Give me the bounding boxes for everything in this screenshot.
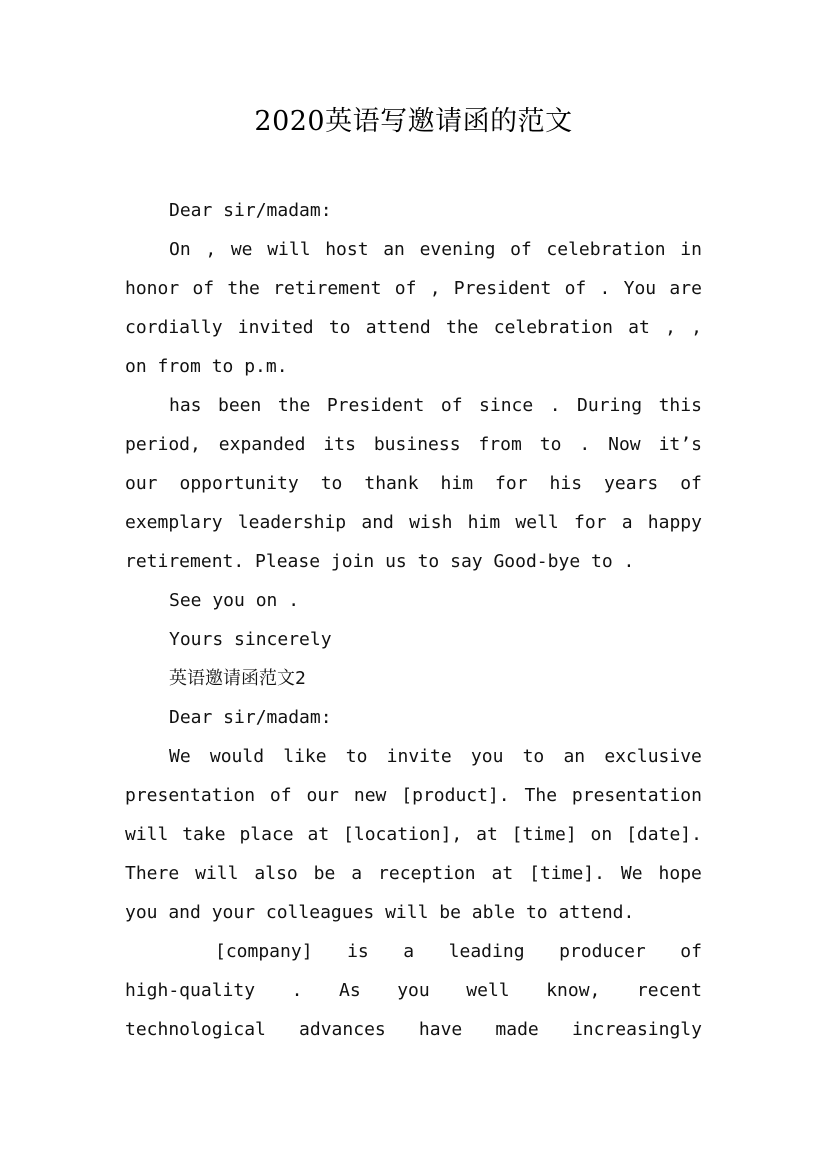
- word: of: [192, 278, 215, 299]
- word: has: [169, 395, 202, 416]
- word: like: [283, 746, 327, 767]
- word: happy: [647, 512, 702, 533]
- word: invited: [237, 317, 314, 338]
- word: .: [291, 980, 303, 1001]
- word: exclusive: [604, 746, 702, 767]
- word: .: [579, 434, 591, 455]
- word: [location],: [343, 824, 463, 845]
- letter2-p1-line3: [125, 815, 702, 854]
- word: been: [218, 395, 262, 416]
- word: President: [326, 395, 425, 416]
- letter2-p1-line4: [125, 854, 702, 893]
- section2-heading: 英语邀请函范文2: [169, 668, 306, 689]
- word: well: [466, 980, 510, 1001]
- word: attend: [365, 317, 431, 338]
- word: business: [373, 434, 461, 455]
- word: reception: [378, 863, 476, 884]
- word: we: [230, 239, 253, 260]
- word: a: [403, 941, 415, 962]
- word: producer: [559, 941, 646, 962]
- word: him: [440, 473, 474, 494]
- word: of: [510, 239, 532, 260]
- word: As: [338, 980, 361, 1001]
- word: be: [313, 863, 336, 884]
- letter1-closing2: Yours sincerely: [169, 629, 332, 650]
- word: from: [478, 434, 522, 455]
- letter1-p1-line3: [125, 308, 702, 347]
- word: of: [680, 941, 702, 962]
- letter2-greeting: Dear sir/madam:: [169, 707, 332, 728]
- word: exemplary: [125, 512, 223, 533]
- word: will: [267, 239, 311, 260]
- word: of: [564, 278, 587, 299]
- word: an: [383, 239, 405, 260]
- word: [time].: [529, 863, 605, 884]
- word: to: [539, 434, 562, 455]
- word: the: [227, 278, 260, 299]
- word: our: [306, 785, 339, 806]
- word: know,: [546, 980, 601, 1001]
- word: During: [577, 395, 643, 416]
- letter2-p1-line1: [125, 737, 702, 776]
- word: We: [620, 863, 643, 884]
- word: and: [361, 512, 394, 533]
- word: have: [418, 1019, 463, 1040]
- word: On: [169, 239, 191, 260]
- word: the: [446, 317, 479, 338]
- word: of: [269, 785, 292, 806]
- word: of: [440, 395, 463, 416]
- word: a: [351, 863, 363, 884]
- word: are: [669, 278, 702, 299]
- letter1-greeting: Dear sir/madam:: [169, 200, 332, 221]
- letter2-p2-line1: [125, 932, 702, 971]
- word: to: [522, 746, 545, 767]
- word: of: [680, 473, 702, 494]
- word: celebration: [493, 317, 613, 338]
- word: honor: [125, 278, 180, 299]
- word: at: [628, 317, 650, 338]
- word: ,: [429, 278, 441, 299]
- word: [company]: [215, 941, 313, 962]
- word: hope: [658, 863, 702, 884]
- letter1-p2-line3: [125, 464, 702, 503]
- letter2-p1-line5: you and your colleagues will be able to attend.: [125, 902, 635, 923]
- word: host: [325, 239, 369, 260]
- word: its: [323, 434, 356, 455]
- word: of: [394, 278, 417, 299]
- word: wish: [409, 512, 453, 533]
- word: ,: [665, 317, 676, 338]
- word: thank: [364, 473, 419, 494]
- word: for: [495, 473, 528, 494]
- word: would: [209, 746, 265, 767]
- word: made: [495, 1019, 539, 1040]
- word: expanded: [218, 434, 306, 455]
- word: evening: [419, 239, 496, 260]
- word: [time]: [511, 824, 577, 845]
- word: ,: [205, 239, 217, 260]
- word: The: [524, 785, 558, 806]
- word: his: [549, 473, 583, 494]
- word: for: [573, 512, 607, 533]
- word: a: [621, 512, 633, 533]
- word: it’s: [658, 434, 702, 455]
- word: presentation: [571, 785, 702, 806]
- word: leading: [448, 941, 525, 962]
- word: to: [328, 317, 351, 338]
- word: is: [347, 941, 369, 962]
- word: recent: [636, 980, 702, 1001]
- letter2-p1-line2: [125, 776, 702, 815]
- word: We: [169, 746, 191, 767]
- word: President: [453, 278, 552, 299]
- letter1-p2-line1: [125, 386, 702, 425]
- word: at: [307, 824, 330, 845]
- letter1-p2-line2: [125, 425, 702, 464]
- word: at: [476, 824, 498, 845]
- word: this: [658, 395, 702, 416]
- word: you: [397, 980, 430, 1001]
- word: [date].: [626, 824, 702, 845]
- word: will: [125, 824, 169, 845]
- word: advances: [299, 1019, 386, 1040]
- word: opportunity: [179, 473, 299, 494]
- word: to: [320, 473, 343, 494]
- word: Now: [608, 434, 641, 455]
- word: technological: [125, 1019, 266, 1040]
- document-title: 2020英语写邀请函的范文: [254, 106, 573, 137]
- word: an: [563, 746, 586, 767]
- document-body: [125, 191, 702, 1049]
- word: at: [491, 863, 514, 884]
- word: period,: [125, 434, 201, 455]
- letter2-p2-line2: [125, 971, 702, 1010]
- letter1-p1-line2: [125, 269, 702, 308]
- letter2-p2-line3: [125, 1010, 702, 1049]
- word: years: [604, 473, 659, 494]
- word: There: [125, 863, 180, 884]
- word: retirement: [273, 278, 382, 299]
- word: .: [549, 395, 561, 416]
- word: celebration: [546, 239, 666, 260]
- word: you: [470, 746, 504, 767]
- letter1-p1-line4: on from to p.m.: [125, 356, 288, 377]
- word: high-quality: [125, 980, 256, 1001]
- word: cordially: [125, 317, 223, 338]
- word: ,: [691, 317, 702, 338]
- word: invite: [386, 746, 452, 767]
- word: will: [195, 863, 239, 884]
- word: leadership: [237, 512, 347, 533]
- word: the: [277, 395, 311, 416]
- word: well: [515, 512, 559, 533]
- word: .: [599, 278, 611, 299]
- word: increasingly: [571, 1019, 702, 1040]
- word: new: [353, 785, 387, 806]
- word: also: [254, 863, 298, 884]
- word: take: [182, 824, 226, 845]
- letter1-p2-line5: retirement. Please join us to say Good-bye to .: [125, 551, 635, 572]
- word: our: [125, 473, 158, 494]
- word: place: [239, 824, 294, 845]
- letter1-p1-line1: [125, 230, 702, 269]
- word: in: [680, 239, 702, 260]
- word: [product].: [401, 785, 510, 806]
- word: him: [467, 512, 501, 533]
- word: to: [345, 746, 368, 767]
- word: You: [623, 278, 657, 299]
- word: since: [479, 395, 534, 416]
- word: presentation: [125, 785, 256, 806]
- letter1-p2-line4: [125, 503, 702, 542]
- letter1-closing1: See you on .: [169, 590, 300, 611]
- word: on: [590, 824, 613, 845]
